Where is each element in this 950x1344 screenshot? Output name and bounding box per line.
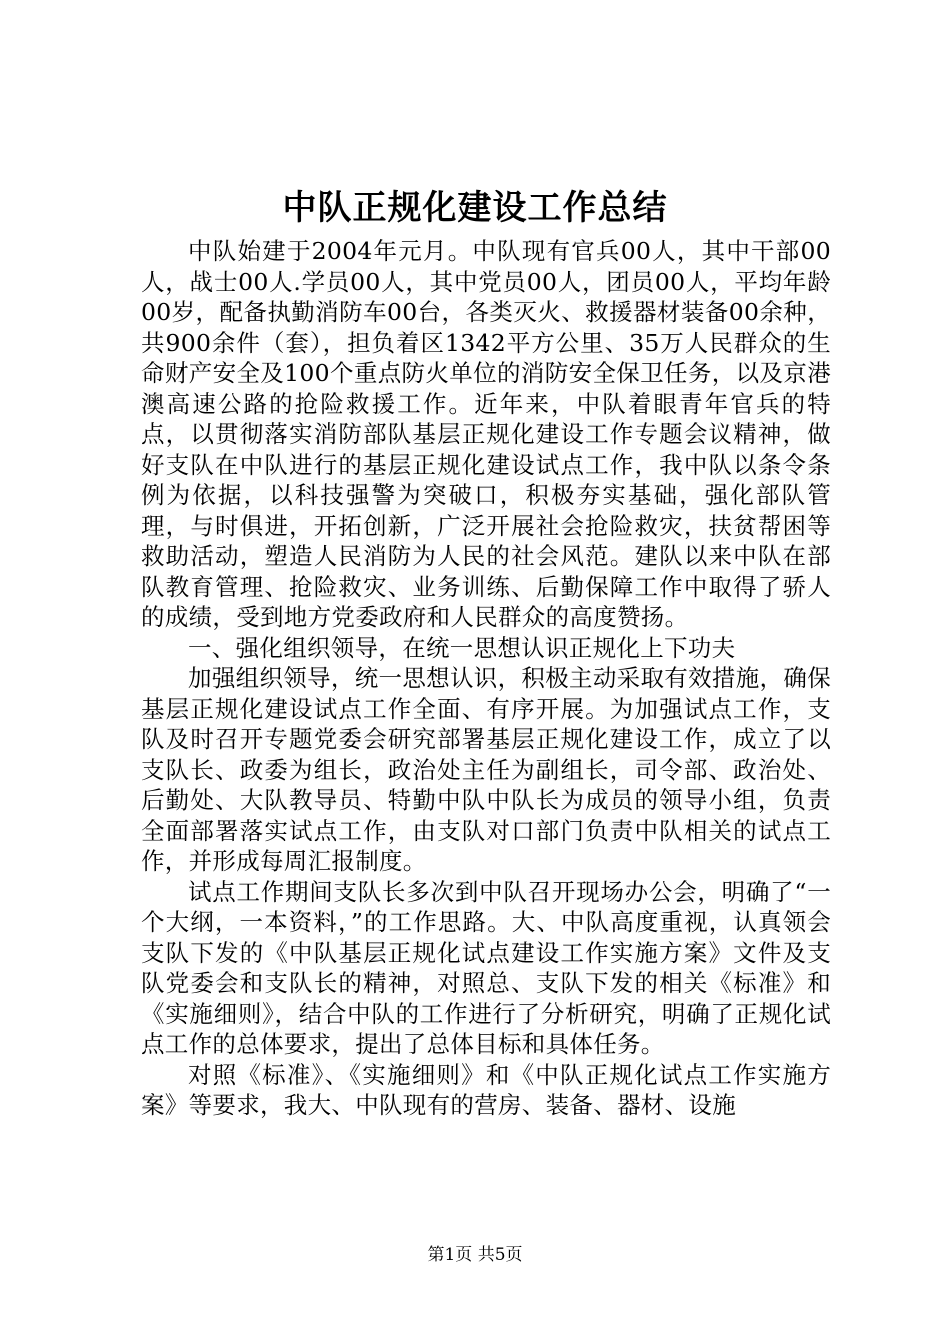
- document-title: 中队正规化建设工作总结: [282, 188, 668, 228]
- section-heading-1: 一、强化组织领导，在统一思想认识正规化上下功夫: [188, 633, 736, 662]
- paragraph-organization: 加强组织领导，统一思想认识，积极主动采取有效措施，确保基层正规化建设试点工作全面、有序开展。为加强试点工作，支队及时召开专题党委会研究部署基层正规化建设工作，成立了以支队长、政委为组长，政治处主任为副组长，司令部、政治处、后勤处、大队教导员、特勤中队中队长为成员的领导小组，负责全面部署落实试点工作，由支队对口部门负责中队相关的试点工作，并形成每周汇报制度。: [141, 664, 831, 875]
- paragraph-standards: 对照《标准》、《实施细则》和《中队正规化试点工作实施方案》等要求，我大、中队现有的营房、装备、器材、设施: [141, 1060, 831, 1119]
- document-body: [141, 236, 831, 1121]
- page-footer: 第1页 共5页: [427, 1245, 523, 1265]
- paragraph-intro: 中队始建于2004年元月。中队现有官兵00人，其中干部00人，战士00人.学员00人，其中党员00人，团员00人，平均年龄00岁，配备执勤消防车00台，各类灭火、救援器材装备00余种，共900余件（套），担负着区1342平方公里、35万人民群众的生命财产安全及100个重点防火单位的消防安全保卫任务，以及京港澳高速公路的抢险救援工作。近年来，中队着眼青年官兵的特点，以贯彻落实消防部队基层正规化建设工作专题会议精神，做好支队在中队进行的基层正规化建设试点工作，我中队以条令条例为依据，以科技强警为突破口，积极夯实基础，强化部队管理，与时俱进，开拓创新，广泛开展社会抢险救灾，扶贫帮困等救助活动，塑造人民消防为人民的社会风范。建队以来中队在部队教育管理、抢险救灾、业务训练、后勤保障工作中取得了骄人的成绩，受到地方党委政府和人民群众的高度赞扬。: [141, 237, 831, 631]
- paragraph-pilot-work: 试点工作期间支队长多次到中队召开现场办公会，明确了“一个大纲，一本资料，”的工作思路。大、中队高度重视，认真领会支队下发的《中队基层正规化试点建设工作实施方案》文件及支队党委会和支队长的精神，对照总、支队下发的相关《标准》和《实施细则》，结合中队的工作进行了分析研究，明确了正规化试点工作的总体要求，提出了总体目标和具体任务。: [141, 877, 831, 1058]
